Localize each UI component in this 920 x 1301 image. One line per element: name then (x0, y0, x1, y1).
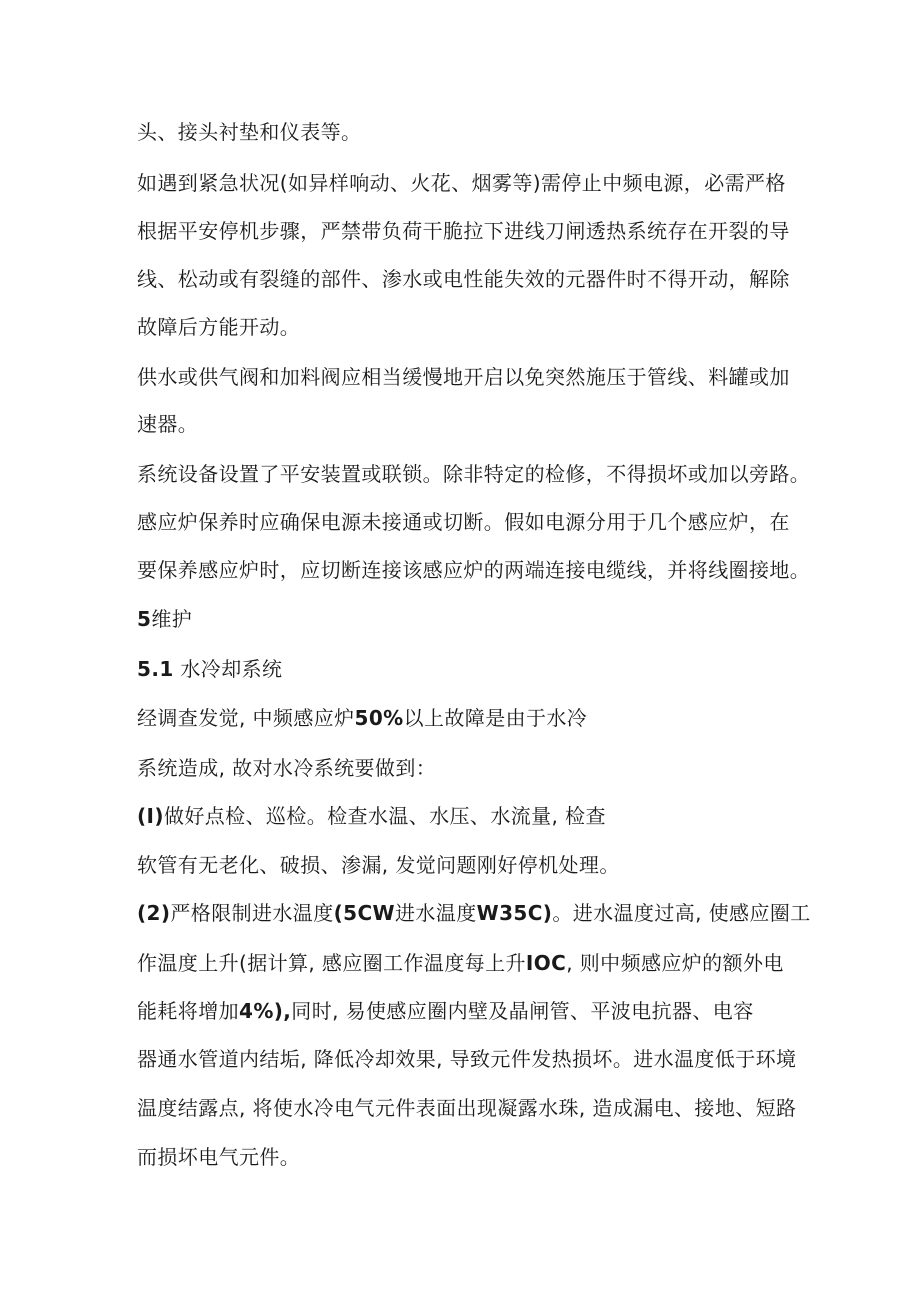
text-run: 线、松动或有裂缝的部件、渗水或电性能失效的元器件时不得开动，解除 (137, 267, 790, 291)
paragraph-line (137, 364, 790, 390)
text-run: (2) (137, 901, 171, 925)
paragraph-line (137, 266, 790, 292)
text-run: 5 (137, 607, 152, 631)
text-run: 根据平安停机步骤，严禁带负荷干脆拉下进线刀闸透热系统存在开裂的导 (137, 219, 790, 243)
paragraph-line (137, 119, 361, 145)
paragraph-line (137, 557, 810, 583)
text-run: 系统造成, 故对水冷系统要做到： (137, 756, 437, 780)
list-item-line (137, 803, 606, 829)
paragraph-line (137, 1095, 796, 1121)
list-item-line (137, 900, 811, 926)
paragraph-line (137, 1046, 796, 1072)
text-run: 能耗将增加 (137, 999, 239, 1023)
paragraph-line (137, 461, 810, 487)
text-run: 器通水管道内结垢, 降低冷却效果, 导致元件发热损坏。进水温度低于环境 (137, 1047, 797, 1071)
text-run: 50% (354, 706, 404, 730)
text-run: (5CW (333, 901, 396, 925)
paragraph-line (137, 218, 790, 244)
text-run: 要保养感应炉时，应切断连接该感应炉的两端连接电缆线，并将线圈接地。 (137, 558, 811, 582)
paragraph-line (137, 411, 198, 437)
paragraph-line (137, 852, 620, 878)
text-run: 做好点检、巡检。检查水温、水压、水流量, 检查 (163, 804, 606, 828)
section-heading (137, 606, 192, 632)
text-run: 如遇到紧急状况(如异样响动、火花、烟雾等)需停止中频电源，必需严格 (137, 171, 786, 195)
text-run: 头、接头衬垫和仪表等。 (137, 120, 362, 144)
text-run: 同时, 易使感应圈内壁及晶闸管、平波电抗器、电容 (291, 999, 754, 1023)
text-run: 4%), (239, 999, 292, 1023)
subsection-heading (137, 656, 282, 682)
paragraph-line (137, 314, 300, 340)
text-run: 供水或供气阀和加料阀应相当缓慢地开启以免突然施压于管线、料罐或加 (137, 365, 790, 389)
text-run: 故障后方能开动。 (137, 315, 301, 339)
text-run: 速器。 (137, 412, 199, 436)
paragraph-line (137, 998, 754, 1024)
text-run: 而损坏电气元件。 (137, 1145, 301, 1169)
text-run: 感应炉保养时应确保电源未接通或切断。假如电源分用于几个感应炉，在 (137, 510, 790, 534)
text-run: 系统设备设置了平安装置或联锁。除非特定的检修，不得损坏或加以旁路。 (137, 462, 811, 486)
text-run: 温度结露点, 将使水冷电气元件表面出现凝露水珠, 造成漏电、接地、短路 (137, 1096, 797, 1120)
text-run: W35C) (476, 901, 553, 925)
text-run: 5.1 (137, 657, 174, 681)
text-run: (I) (137, 804, 164, 828)
text-run: IOC (525, 951, 567, 975)
text-run: 软管有无老化、破损、渗漏, 发觉问题刚好停机处理。 (137, 853, 620, 877)
paragraph-line (137, 950, 784, 976)
text-run: 进水温度 (395, 901, 477, 925)
text-run: , 则中频感应炉的额外电 (566, 951, 784, 975)
paragraph-line (137, 1144, 300, 1170)
paragraph-line (137, 705, 587, 731)
paragraph-line (137, 509, 790, 535)
text-run: 维护 (151, 607, 193, 631)
text-run: 作温度上升(据计算, 感应圈工作温度每上升 (137, 951, 526, 975)
text-run: 严格限制进水温度 (170, 901, 334, 925)
paragraph-line (137, 755, 436, 781)
text-run: 经调查发觉, 中频感应炉 (137, 706, 355, 730)
text-run: 。进水温度过高, 使感应圈工 (552, 901, 811, 925)
paragraph-line (137, 170, 786, 196)
text-run: 以上故障是由于水冷 (403, 706, 588, 730)
text-run: 水冷却系统 (173, 657, 283, 681)
